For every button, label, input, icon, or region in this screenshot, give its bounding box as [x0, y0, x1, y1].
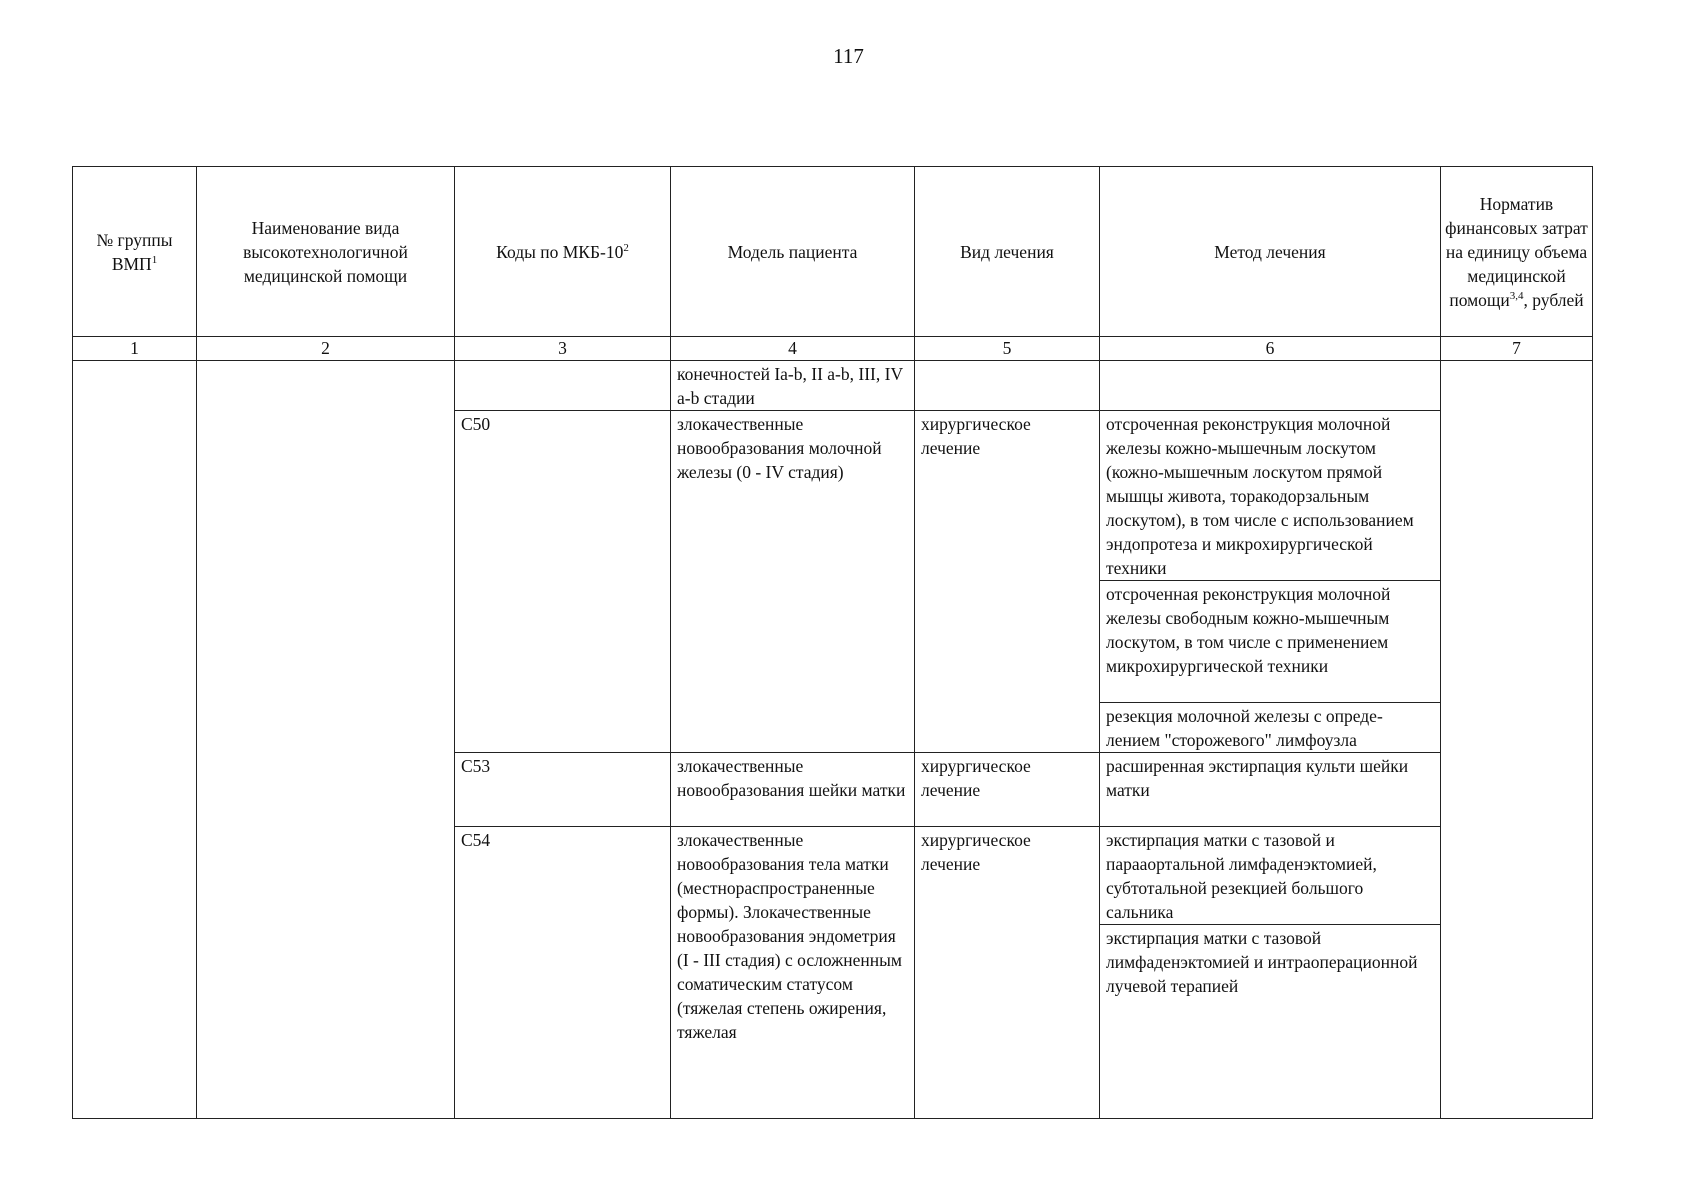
header-icd-codes: Коды по МКБ-$10^2$ — [455, 167, 671, 337]
patient-model-cell: злокачественные новообразования тела матки (местнораспространенные формы). Злокачественные новообразования эндометрия (I - III стадия) с осложненным соматическим статусом (тяжелая степень ожирения, тяжелая — [671, 827, 915, 1119]
group-number-cell — [73, 361, 197, 1119]
page-number: 117 — [833, 44, 864, 68]
treatment-type-cell: хирургическое лечение — [915, 827, 1100, 1119]
icd-code-cell: С50 — [455, 411, 671, 753]
column-number: 7 — [1441, 337, 1593, 361]
treatment-type-cell: хирургическое лечение — [915, 411, 1100, 753]
header-cost-standard: Норматив финансовых затрат на единицу объема медицинской помощи$^{3,4}$, рублей — [1441, 167, 1593, 337]
treatment-method-cell: отсроченная реконструкция молочной железы кожно-мышечным лоскутом (кожно-мышечным лоскутом прямой мышцы живота, торакодорзальным лоскутом), в том числе с использованием эндопротеза и микрохирургической техники — [1100, 411, 1441, 581]
treatment-method-cell: расширенная экстирпация культи шейки матки — [1100, 753, 1441, 827]
vmp-table — [72, 166, 1593, 1119]
column-number: 1 — [73, 337, 197, 361]
column-number: 6 — [1100, 337, 1441, 361]
treatment-method-cell — [1100, 361, 1441, 411]
treatment-type-cell — [915, 361, 1100, 411]
column-number-row — [73, 337, 1593, 361]
column-number: 2 — [197, 337, 455, 361]
header-care-type: Наименование вида высокотехнологичной медицинской помощи — [197, 167, 455, 337]
header-treatment-type: Вид лечения — [915, 167, 1100, 337]
column-number: 4 — [671, 337, 915, 361]
header-group-number: № группы ВМП$^1$ — [73, 167, 197, 337]
column-number: 3 — [455, 337, 671, 361]
icd-code-cell: С53 — [455, 753, 671, 827]
icd-code-cell — [455, 361, 671, 411]
patient-model-cell: злокачественные новообразования шейки матки — [671, 753, 915, 827]
patient-model-cell: злокачественные новообразования молочной железы (0 - IV стадия) — [671, 411, 915, 753]
treatment-method-cell: отсроченная реконструкция молочной железы свободным кожно-мышечным лоскутом, в том числе с применением микрохирургической техники — [1100, 581, 1441, 703]
cost-standard-cell — [1441, 361, 1593, 1119]
patient-model-cell: конечностей Ia-b, II a-b, III, IV a-b стадии — [671, 361, 915, 411]
column-number: 5 — [915, 337, 1100, 361]
header-treatment-method: Метод лечения — [1100, 167, 1441, 337]
table-row — [73, 361, 1593, 411]
icd-code-cell: С54 — [455, 827, 671, 1119]
treatment-method-cell: экстирпация матки с тазовой лимфаденэктомией и интраоперационной лучевой терапией — [1100, 925, 1441, 1119]
header-row — [73, 167, 1593, 337]
care-type-cell — [197, 361, 455, 1119]
treatment-method-cell: резекция молочной железы с опреде-лением "сторожевого" лимфоузла — [1100, 703, 1441, 753]
treatment-type-cell: хирургическое лечение — [915, 753, 1100, 827]
header-patient-model: Модель пациента — [671, 167, 915, 337]
treatment-method-cell: экстирпация матки с тазовой и парааортальной лимфаденэктомией, субтотальной резекцией большого сальника — [1100, 827, 1441, 925]
